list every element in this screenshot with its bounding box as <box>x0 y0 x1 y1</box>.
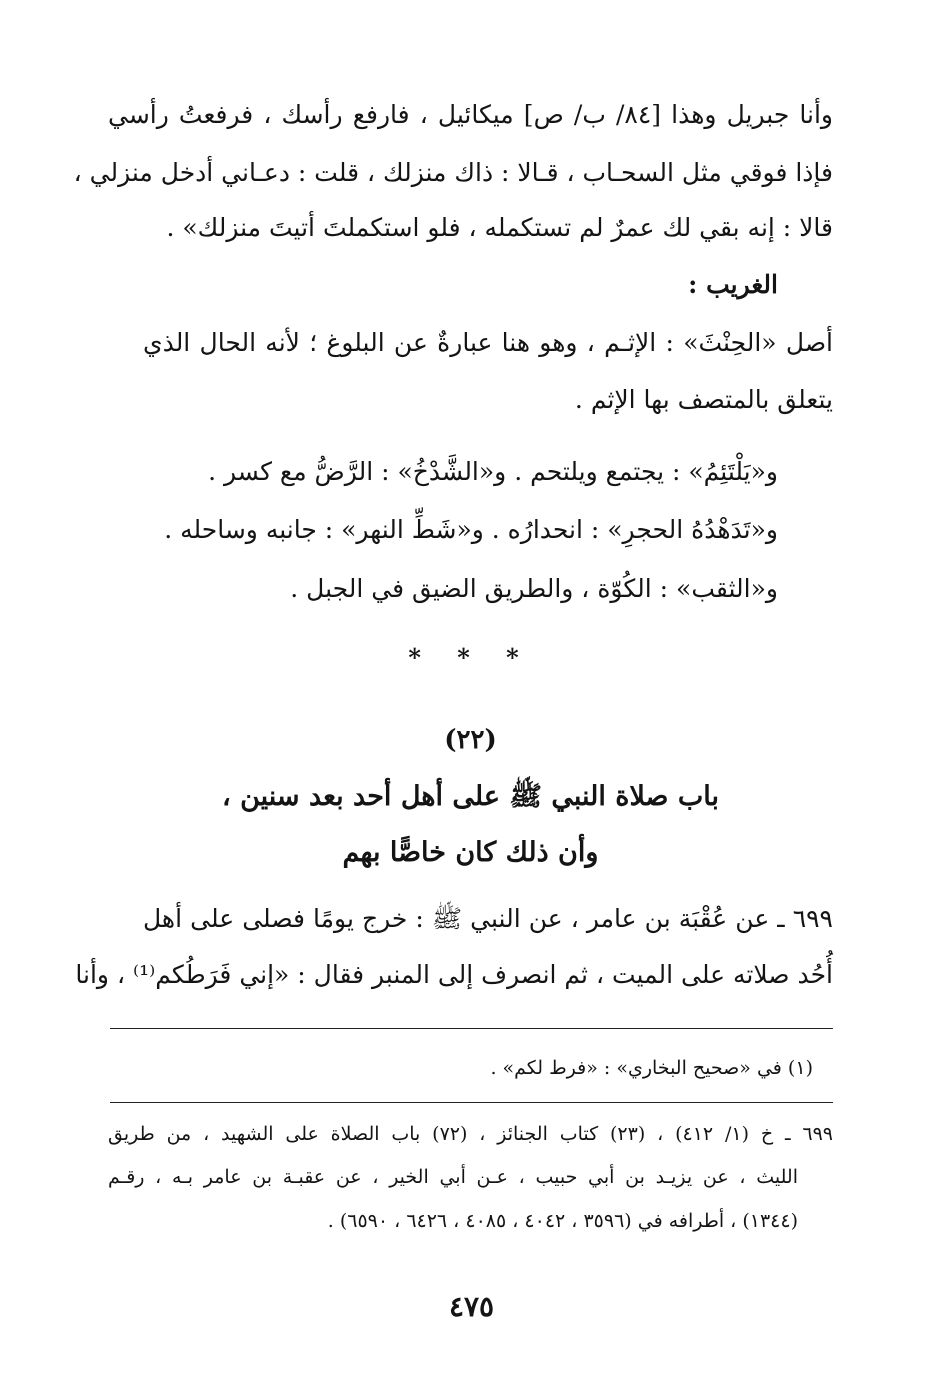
footnote-1: (١) في «صحيح البخاري» : «فرط لكم» . <box>490 1057 813 1079</box>
section-separator: * * * <box>408 643 533 672</box>
gloss-line-1: و«يَلْتَئِمُ» : يجتمع ويلتحم . و«الشَّدْخُ» : الرَّضُّ مع كسر . <box>208 457 778 486</box>
page-number: ٤٧٥ <box>448 1290 495 1323</box>
takhrij-line-1: ٦٩٩ ـ خ (١/ ٤١٢) ، (٢٣) كتاب الجنائز ، (٧٢) باب الصلاة على الشهيد ، من طريق <box>108 1123 833 1145</box>
gloss-line-3: و«الثقب» : الكُوّة ، والطريق الضيق في الجبل . <box>290 574 778 603</box>
gharib-line-1: أصل «الحِنْثَ» : الإثـم ، وهو هنا عبارةٌ عن البلوغ ؛ لأنه الحال الذي <box>143 328 833 357</box>
takhrij-line-3: (١٣٤٤) ، أطرافه في (٣٥٩٦ ، ٤٠٤٢ ، ٤٠٨٥ ، ٦٤٢٦ ، ٦٥٩٠) . <box>327 1210 798 1232</box>
chapter-title-line-2: وأن ذلك كان خاصًّا بهم <box>342 837 599 868</box>
gloss-line-2: و«تَدَهْدُهُ الحجرِ» : انحدارُه . و«شَطِّ النهر» : جانبه وساحله . <box>164 515 778 544</box>
takhrij-rule <box>110 1102 833 1103</box>
body-line-1: وأنا جبريل وهذا [٨٤/ ب/ ص] ميكائيل ، فارفع رأسك ، فرفعتُ رأسي <box>108 100 833 129</box>
gharib-line-2: يتعلق بالمتصف بها الإثم . <box>574 385 833 414</box>
body-line-3: قالا : إنه بقي لك عمرٌ لم تستكمله ، فلو استكملتَ أتيتَ منزلك» . <box>166 213 833 242</box>
takhrij-line-2: الليث ، عن يزيـد بن أبي حبيب ، عـن أبي الخير ، عن عقبـة بن عامر بـه ، رقـم <box>108 1166 798 1188</box>
chapter-title-line-1: باب صلاة النبي ﷺ على أهل أحد بعد سنين ، <box>221 781 720 812</box>
hadith-line-1: ٦٩٩ ـ عن عُقْبَة بن عامر ، عن النبي ﷺ : خرج يومًا فصلى على أهل <box>143 904 833 933</box>
gharib-heading: الغريب : <box>688 270 778 299</box>
footnote-rule <box>110 1028 833 1029</box>
hadith-line-2: أُحُد صلاته على الميت ، ثم انصرف إلى المنبر فقال : «إني فَرَطُكم⁽¹⁾ ، وأنا <box>75 960 833 989</box>
chapter-number: (٢٢) <box>444 725 497 755</box>
body-line-2: فإذا فوقي مثل السحـاب ، قـالا : ذاك منزلك ، قلت : دعـاني أدخل منزلي ، <box>73 158 833 187</box>
